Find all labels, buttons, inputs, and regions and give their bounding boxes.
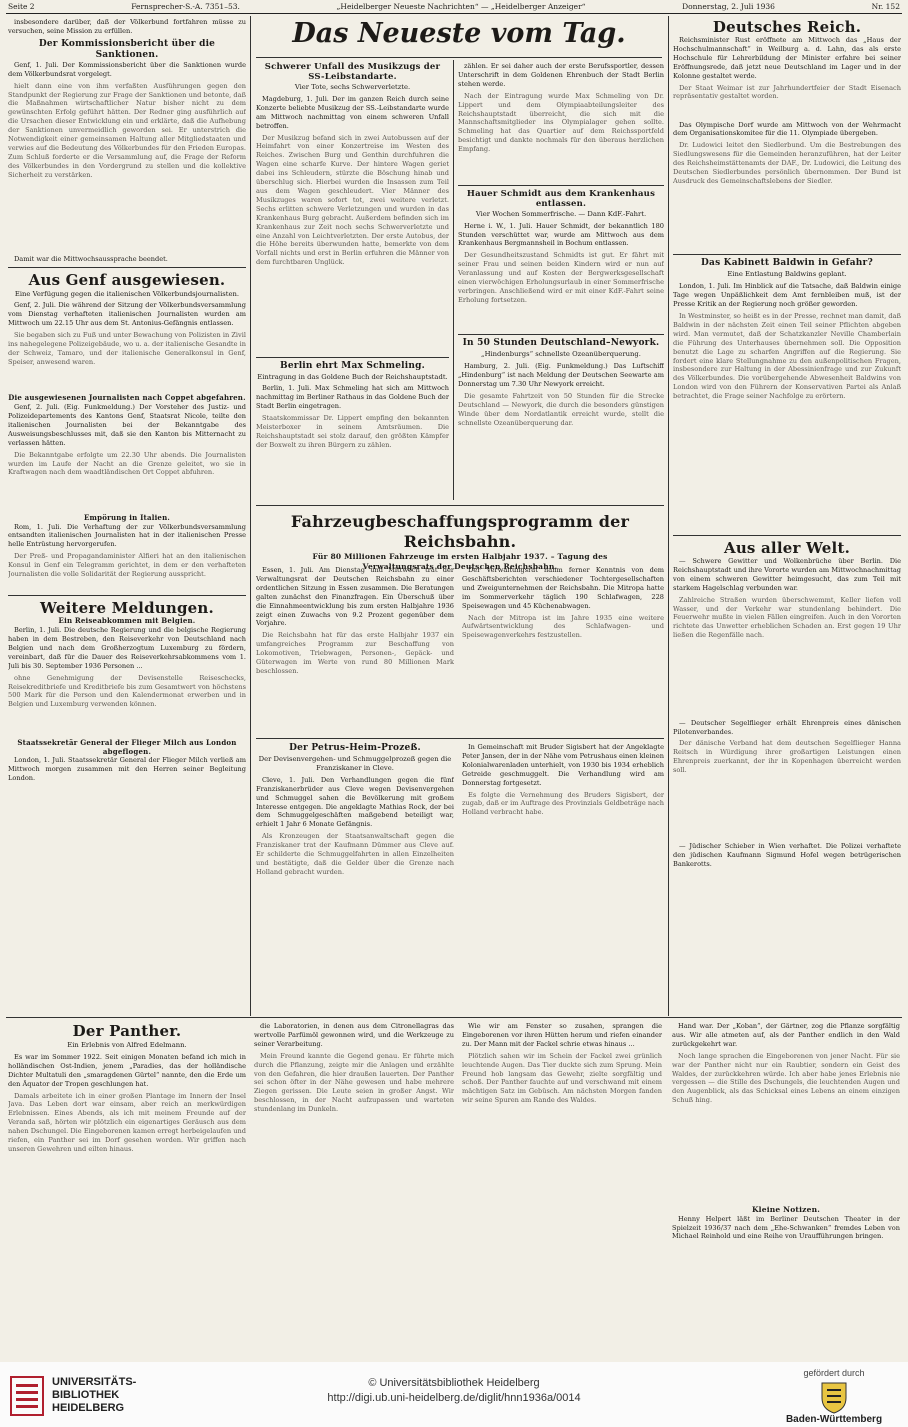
page-number: Seite 2 [8, 2, 35, 11]
belgien-text: Berlin, 1. Juli. Die deutsche Regierung und die belgische Regierung haben in dem Bestreben, den Reiseverkehr von Deutschland nach Belgien und nach dem Großherzogtum Luxemburg zu fördern, vereinbart, daß für die Dauer des Reiseverkehrsabkommens vom 1. Juli bis 30. September 1936 Personen ... [8, 626, 246, 670]
university-logo-icon [10, 1376, 44, 1416]
reichsbahn-text-a: Essen, 1. Juli. Am Dienstag und Mittwoch trat der Verwaltungsrat der Deutschen Reichsbahn zu einer ordentlichen Sitzung in Essen zusammen. Die Beratungen galten zunächst den Finanzfragen. Ein Überschuß über die Einnahmeentwicklung bis zum ersten Halbjahre 1936 zeigt einen Zuwachs von 9.2 Prozent gegenüber dem Vorjahre. [256, 566, 454, 628]
column-rule [668, 16, 669, 1016]
newyork-text: Hamburg, 2. Juli. (Eig. Funkmeldung.) Das Luftschiff „Hindenburg“ ist nach Meldung der Deutschen Seewarte am Donnerstag um 7.30 Uhr Newyork erreicht. [458, 362, 664, 389]
funded-by-text: gefördert durch [803, 1368, 865, 1378]
center-left-column: Schwerer Unfall des Musikzugs der SS-Leibstandarte. Vier Tote, sechs Schwerverletzte. Magdeburg, 1. Juli. Der im ganzen Reich durch seine Konzerte beliebte Musikzug der SS.-Leibstandarte wurde am Mittwoch nachmittag von einem schweren Unfall betroffen. Der Musikzug befand sich in zwei Autobussen auf der Heimfahrt von einer Konzertreise im Westen des Reiches. Zwischen Burg und Genthin durchfuhren die Wagen eine scharfe Kurve. Der hintere Wagen geriet dabei ins Schleudern, stürzte die Böschung hinab und überschlug sich. Hierbei wurden die Insassen zum Teil aus dem Wagen geschleudert. Vier Männer des Musikzuges waren sofort tot, zwei weitere verletzt. Sechs erlitten schwere Verletzungen und wurden in das Krankenhaus Burg gebracht. Außerdem befinden sich im Krankenhaus zur Zeit noch sechs Schwerverletzte und eine Anzahl von Leichtverletzten. Der erste Autobus, der die Höhe bereits überwunden hatte, bemerkte von dem Vorfall nichts und erst in Berlin erfuhren die Männer von dem furchtbaren Unglück. Berlin ehrt Max Schmeling. Eintragung in das Goldene Buch der Reichshauptstadt. Berlin, 1. Juli. Max Schmeling hat sich am Mittwoch nachmittag im Berliner Rathaus in das Goldene Buch der Stadt Berlin eingetragen. Staatskommissar Dr. Lippert empfing den bekannten Meisterboxer in seinem Amtsräumen. Die Reichshauptstadt sei stolz darauf, den größten Kämpfer der Boxwelt zu ihren Bürgern zu zählen. [256, 62, 449, 449]
headline-italien: Empörung in Italien. [83, 512, 171, 522]
headline-commission: Der Kommissionsbericht über die Sanktionen. [38, 38, 216, 60]
headline-reich: Deutsches Reich. [712, 18, 862, 36]
headline-notizen: Kleine Notizen. [751, 1204, 821, 1214]
commission-continuation: hielt dann eine von ihm verfaßten Ausführungen gegen den Standpunkt der Regierung zur Frage der Sanktionen und betonte, daß die Maßnahmen wirtschaftlicher Natur bisher nicht zu dem gewünschten Erfolg geführt hätten. Der Redner ging ausführlich auf die Ursachen dieser Entwicklung ein und erklärte, daß die Aufhebung der Sanktionen unvermeidlich geworden sei. Er unterstrich die Notwendigkeit einer gemeinsamen Haltung aller Mitgliedstaaten und verwies auf die Bedeutung des Völkerbundes für den Frieden Europas. Zum Schluß forderte er die Versammlung auf, die Frage der Reform des Völkerbundes in den Vordergrund zu stellen und die kollektive Sicherheit zu verstärken. [8, 81, 246, 179]
petrus-article: Der Petrus-Heim-Prozeß. Der Devisenvergehen- und Schmuggelprozeß gegen die Franziskaner in Cleve. Cleve, 1. Juli. Den Verhandlungen gegen die fünf Franziskanerbrüder aus Cleve wegen Devisenvergehen und Schmuggel sahen die Bevölkerung mit großem Interesse entgegen. Die angeklagte Mathias Rock, der bei dem Schmuggelgeschäften maßgebend beteiligt war, erhielt 1 Jahr 6 Monate Gefängnis. Als Kronzeugen der Staatsanwaltschaft gegen die Franziskaner trat der Kaufmann Dümmer aus Cleve auf. Er schilderte die Schmuggelfahrten in allen Einzelheiten und bestätigte, daß die Gelder über die Grenze nach Holland gebracht wurden. In Gemeinschaft mit Bruder Sigisbert hat der Angeklagte Peter Jansen, der in der Nähe vom Petrushaus einen kleinen Kolonialwarenladen unterhielt, von 1930 bis 1934 erheblich Getreide geschmuggelt. Die Verhandlung wird am Donnerstag fortgesetzt. Es folgte die Vernehmung des Bruders Sigisbert, der zugab, daß er im Auftrage des Provinzials Geldbeträge nach Holland verbracht habe. [256, 738, 664, 1014]
subheadline-schmeling: Eintragung in das Goldene Buch der Reichshauptstadt. [257, 372, 448, 381]
genf-text: Genf, 2. Juli. Die während der Sitzung der Völkerbundsversammlung vom Dienstag verhafteten italienischen Journalisten wurden am Mittwoch um 22.15 Uhr aus dem St. Antonius-Gefängnis entlassen. [8, 301, 246, 328]
phone-number: Fernsprecher-S.-A. 7351–53. [131, 2, 240, 11]
left-column: insbesondere darüber, daß der Völkerbund fortfahren müsse zu versuchen, seine Mission zu erfüllen. Der Kommissionsbericht über die Sanktionen. Genf, 1. Juli. Der Kommissionsbericht über die Sanktionen wurde dem Völkerbundsrat vorgelegt. hielt dann eine von ihm verfaßten Ausführungen gegen den Standpunkt der Regierung zur Frage der Sanktionen und betonte, daß die Maßnahmen wirtschaftlicher Natur bisher nicht zu dem gewünschten Erfolg geführt hätten. Der Redner ging ausführlich auf die Ursachen dieser Entwicklung ein und erklärte, daß die Aufhebung der Sanktionen unvermeidlich geworden sei. Er unterstrich die Notwendigkeit einer gemeinsamen Haltung aller Mitgliedstaaten und verwies auf die Bedeutung des Völkerbundes für den Frieden Europas. Zum Schluß forderte er die Versammlung auf, die Frage der Reform des Völkerbundes in den Vordergrund zu stellen und die kollektive Sicherheit zu verstärken. Damit war die Mittwochsaussprache beendet. Aus Genf ausgewiesen. Eine Verfügung gegen die italienischen Völkerbundsjournalisten. Genf, 2. Juli. Die während der Sitzung der Völkerbundsversammlung vom Dienstag verhafteten italienischen Journalisten wurden am Mittwoch um 22.15 Uhr aus dem St. Antonius-Gefängnis entlassen. Sie begaben sich zu Fuß und unter Bewachung von Polizisten in Zivil ins nahegelegene Polizeigebäude, wo u. a. der italienische Gesandte in der Schweiz, Tamaro, und der italienische Generalkonsul in Genf, Speiser, anwesend waren. Die ausgewiesenen Journalisten nach Coppet abgefahren. Genf, 2. Juli. (Eig. Funkmeldung.) Der Vorsteher des Justiz- und Polizeidepartements des Kantons Genf, Staatsrat Nicole, teilte den italienischen Journalisten bei der Bekanntgabe des Ausweisungsbeschlusses mit, daß sie den Kanton bis Mitternacht zu verlassen hätten. Die Bekanntgabe erfolgte um 22.30 Uhr abends. Die Journalisten wurden im Laufe der Nacht an die Grenze geleitet, wo sie in Kraftwagen nach dem waadtländischen Ort Coppet abfuhren. Empörung in Italien. Rom, 1. Juli. Die Verhaftung der zur Völkerbundsversammlung entsandten italienischen Journalisten hat in der italienischen Presse helle Entrüstung hervorgerufen. Der Preß- und Propagandaminister Alfieri hat an den italienischen Konsul in Genf ein Telegramm gerichtet, in dem er den verhafteten Journalisten die volle Solidarität der Regierung ausspricht. Weitere Meldungen. Ein Reiseabkommen mit Belgien. Berlin, 1. Juli. Die deutsche Regierung und die belgische Regierung haben in dem Bestreben, den Reiseverkehr von Deutschland nach Belgien und nach dem Großherzogtum Luxemburg zu fördern, vereinbart, daß für die Dauer des Reiseverkehrsabkommens vom 1. Juli bis 30. September 1936 Personen ... ohne Genehmigung der Devisenstelle Reiseschecks, Reisekreditbriefe und Kreditbriefe bis zum Gesamtwert von höchstens 500 Mark für die Person und den Kalendermonat erwerben und in Belgien und Luxemburg verwenden können. Staatssekretär General der Flieger Milch aus London abgeflogen. London, 1. Juli. Staatssekretär General der Flieger Milch verließ am Mittwoch morgen zusammen mit den Herren seiner Begleitung London. [8, 18, 246, 783]
subheadline-genf: Eine Verfügung gegen die italienischen Völkerbundsjournalisten. [14, 289, 240, 298]
headline-petrus: Der Petrus-Heim-Prozeß. [289, 743, 421, 753]
headline-genf: Aus Genf ausgewiesen. [28, 270, 226, 289]
headline-panther: Der Panther. [72, 1022, 182, 1040]
milch-text: London, 1. Juli. Staatssekretär General der Flieger Milch verließ am Mittwoch morgen zusammen mit den Herren seiner Begleitung London. [8, 756, 246, 783]
unfall-text: Magdeburg, 1. Juli. Der im ganzen Reich durch seine Konzerte beliebte Musikzug der SS.-Leibstandarte wurde am Mittwoch nachmittag von einem schweren Unfall betroffen. [256, 94, 449, 130]
olymp-text: Das Olympische Dorf wurde am Mittwoch von der Wehrmacht dem Organisationskomitee für die 11. Olympiade übergeben. [673, 120, 901, 138]
intro-paragraph: insbesondere darüber, daß der Völkerbund fortfahren müsse zu versuchen, seine Mission zu erfüllen. [8, 18, 246, 35]
headline-coppet: Die ausgewiesenen Journalisten nach Coppet abgefahren. [8, 393, 246, 403]
panther-article: Der Panther. Ein Erlebnis von Alfred Edelmann. Es war im Sommer 1922. Seit einigen Monaten befand ich mich in holländischen Ost-Indien, jenem „Paradies, das der holländische Dichter Multatuli den „smaragdenen Gürtel“ nannte, den die Erde um den Äquator der Tropen geschlungen hat. Damals arbeitete ich in einer großen Plantage im Innern der Insel Java. Das Leben dort war einsam, aber reich an merkwürdigen Erlebnissen. Eines Abends, als ich mit meinem Freunde auf der Veranda saß, hörten wir plötzlich ein eigenartiges Geräusch aus dem nahen Dschungel. Die Eingeborenen kamen erregt herbeigelaufen und riefen, ein Panther sei im Dorf gesehen worden. Wir griffen nach unseren Gewehren und eilten hinaus. die Laboratorien, in denen aus dem Citronellagras das wertvolle Parfümöl gewonnen wird, und die Werkzeuge zu seiner Verarbeitung. Mein Freund kannte die Gegend genau. Er führte mich durch die Pflanzung, zeigte mir die Anlagen und erzählte von den Gefahren, die hier draußen lauerten. Der Panther sei schon öfter in der Nähe gewesen und habe mehrere Ziegen gerissen. Die Leute seien in großer Angst. Wir beschlossen, in der Nacht aufzupassen und warteten stundenlang im Dunkeln. Wie wir am Fenster so zusahen, sprangen die Eingeborenen vor ihren Hütten herum und riefen einander zu. Der Mann mit der Fackel schrie etwas hinaus ... Plötzlich sahen wir im Schein der Fackel zwei grünlich leuchtende Augen. Das Tier duckte sich zum Sprung. Mein Freund hob langsam das Gewehr, zielte sorgfältig und schoß. Der Panther fauchte auf und verschwand mit einem mächtigen Satz im Gebüsch. Am nächsten Morgen fanden wir seine Spuren am Rande des Waldes. Hand war. Der „Koban“, der Gärtner, zog die Pflanze sorgfältig aus. Wir alle atmeten auf, als der Panther endlich in den Wald zurückgekehrt war. Noch lange sprachen die Eingeborenen von jener Nacht. Für sie war der Panther nicht nur ein Raubtier, sondern ein Geist des Waldes, der zurückkehren würde. Ich aber habe jenes Erlebnis nie vergessen — die Stille des Dschungels, die leuchtenden Augen und den Augenblick, als das Schicksal eines Lebens an einem einzigen Schuß hing. Kleine Notizen. Henny Helpert läßt im Berliner Deutschen Theater in der Spielzeit 1936/37 nach dem „Ehe-Schwanken“ fremdes Leben von Michael Reinhold und eine Reihe von Uraufführungen bringen. [8, 1022, 900, 1241]
library-name: UNIVERSITÄTS- BIBLIOTHEK HEIDELBERG [52, 1376, 137, 1414]
zeppelin-text: — Deutscher Segelflieger erhält Ehrenpreis eines dänischen Pilotenverbandes. [673, 718, 901, 736]
column-rule [250, 16, 251, 1016]
panther-text-c: Wie wir am Fenster so zusahen, sprangen die Eingeborenen vor ihren Hütten herum und riefen einander zu. Der Mann mit der Fackel schrie etwas hinaus ... [462, 1022, 662, 1048]
reichsbahn-text-b: Der Verwaltungsrat nahm ferner Kenntnis von dem Geschäftsberichten verschiedener Tochtergesellschaften und Zweigunternehmen der Reichsbahn. Die Mitropa hatte im Sommerverkehr täglich 190 Schlafwagen, 228 Speisewagen und 45 Küchenabwagen. [462, 566, 664, 610]
subheadline-panther: Ein Erlebnis von Alfred Edelmann. [67, 1041, 187, 1049]
issue-number: Nr. 152 [871, 2, 900, 11]
banner-title: Das Neueste vom Tag. [292, 18, 626, 49]
headline-milch: Staatssekretär General der Flieger Milch aus London abgeflogen. [17, 737, 237, 756]
headline-unfall: Schwerer Unfall des Musikzugs der SS-Leibstandarte. [264, 62, 441, 82]
state-name: Baden-Württemberg [785, 1414, 883, 1425]
center-right-column: zählen. Er sei daher auch der erste Berufssportler, dessen Unterschrift in dem Goldenen Ehrenbuch der Stadt Berlin stehen werde. Nach der Eintragung wurde Max Schmeling von Dr. Lippert und dem Olympiaabteilungsleiter des Reichshauptstadt überreicht, die sich mit die Mannschaftsmitglieder ins Olympialager gehen sollte. Schmeling hat das Quartier auf dem Reichssportfeld besichtigt und dankte nochmals für den überaus herzlichen Empfang. Hauer Schmidt aus dem Krankenhaus entlassen. Vier Wochen Sommerfrische. — Dann KdF.-Fahrt. Herne i. W., 1. Juli. Hauer Schmidt, der bekanntlich 180 Stunden verschüttet war, wurde am Mittwoch aus dem Krankenhaus Bergmannsheil in Bochum entlassen. Der Gesundheitszustand Schmidts ist gut. Er fährt mit seiner Frau und seinen beiden Kindern wird er nun auf Veranlassung und auf Kosten der Bergwerksgesellschaft einen vierwöchigen Erholungsurlaub in einer Sommerfrische verbringen. Anschließend wird er mit einer KdF.-Fahrt seine Erholung fortsetzen. In 50 Stunden Deutschland–Newyork. „Hindenburgs“ schnellste Ozeanüberquerung. Hamburg, 2. Juli. (Eig. Funkmeldung.) Das Luftschiff „Hindenburg“ ist nach Meldung der Deutschen Seewarte am Donnerstag um 7.30 Uhr Newyork erreicht. Die gesamte Fahrtzeit von 50 Stunden für die Strecke Deutschland — Newyork, die durch die besonders günstigen Winde über dem Nordatlantik erreicht wurde, stellt die schnellste Ozeanüberquerung dar. [458, 62, 664, 427]
column-rule [453, 60, 454, 500]
schmidt-text: Herne i. W., 1. Juli. Hauer Schmidt, der bekanntlich 180 Stunden verschüttet war, wurde am Mittwoch aus dem Krankenhaus Bergmannsheil in Bochum entlassen. [458, 221, 664, 248]
state-crest-icon [819, 1380, 849, 1414]
citation [300, 1376, 608, 1406]
panther-text-a: Es war im Sommer 1922. Seit einigen Monaten befand ich mich in holländischen Ost-Indien, jenem „Paradies, das der holländische Dichter Multatuli den „smaragdenen Gürtel“ nannte, den die Erde um den Äquator der Tropen geschlungen hat. [8, 1052, 246, 1088]
headline-newyork: In 50 Stunden Deutschland–Newyork. [462, 338, 660, 349]
issue-date: Donnerstag, 2. Juli 1936 [682, 2, 775, 11]
page-header [6, 2, 902, 14]
subheadline-unfall: Vier Tote, sechs Schwerverletzte. [294, 83, 411, 91]
panther-text-d: Hand war. Der „Koban“, der Gärtner, zog die Pflanze sorgfältig aus. Wir alle atmeten auf, als der Panther endlich in den Wald zurückgekehrt war. [672, 1022, 900, 1048]
panther-text-b: die Laboratorien, in denen aus dem Citronellagras das wertvolle Parfümöl gewonnen wird, und die Werkzeuge zu seiner Verarbeitung. [254, 1022, 454, 1048]
banner [256, 18, 662, 58]
headline-schmeling: Berlin ehrt Max Schmeling. [280, 360, 425, 371]
copyright-text: © Universitätsbibliothek Heidelberg [368, 1377, 540, 1389]
right-column: Deutsches Reich. Reichsminister Rust eröffnete am Mittwoch das „Haus der Hochschulmannschaft“ in Weilburg a. d. Lahn, das als erste Hochschule für Lehrerbildung der Minister erfahre bei seiner Eröffnungsrede, daß jetzt neue Deutschland im Lager und in der Kolonne gestaltet werde. Der Staat Weimar ist zur Jahrhundertfeier der Stadt Eisenach repräsentativ gestaltet worden. Das Olympische Dorf wurde am Mittwoch von der Wehrmacht dem Organisationskomitee für die 11. Olympiade übergeben. Dr. Ludowici leitet den Siedlerbund. Um die Bestrebungen des Siedlungswesens für die Gemeinden heranzuführen, hat der Leiter des Reichsheimstättenamts der DAF., Dr. Ludowici, die Leitung des Deutschen Siedlerbundes persönlich übernommen. Der Bund ist Ausdruck des Gemeinschaftslebens der Siedler. Das Kabinett Baldwin in Gefahr? Eine Entlastung Baldwins geplant. London, 1. Juli. Im Hinblick auf die Tatsache, daß Baldwin einige Tage wegen Unpäßlichkeit dem Amt fernbleiben muß, ist der Presse Kritik an der Regierung noch größer geworden. In Westminster, so heißt es in der Presse, rechnet man damit, daß Baldwin in der nächsten Zeit einen Teil seiner Pflichten abgeben wird. Man vermutet, daß der Schatzkanzler Neville Chamberlain die Führung des Unterhauses übernehmen soll. Die Opposition benutzt die Lage zu scharfen Angriffen auf die Regierung. Sie fordert eine klare Stellungnahme zu den außenpolitischen Fragen, insbesondere zur Haltung in der Abessinienfrage und zur Zukunft des Völkerbundes. Die vorübergehende Abwesenheit Baldwins von London wird von den Führern der Konservativen Partei als Anlaß betrachtet, die Frage seiner Nachfolge zu erörtern. Aus aller Welt. — Schwere Gewitter und Wolkenbrüche über Berlin. Die Reichshauptstadt und ihre Vororte wurden am Mittwochnachmittag von einem schweren Gewitter heimgesucht, das zum Teil mit starkem Hagelschlag verbunden war. Zahlreiche Straßen wurden überschwemmt, Keller liefen voll Wasser, und der Verkehr war stundenlang behindert. Die Feuerwehr mußte in vielen Fällen eingreifen. Auch in den Vororten richtete das Unwetter erheblichen Schaden an. Erst gegen 19 Uhr ließen die Regenfälle nach. — Deutscher Segelflieger erhält Ehrenpreis eines dänischen Pilotenverbandes. Der dänische Verband hat dem deutschen Segelflieger Hanna Reitsch in Würdigung ihrer großartigen Leistungen einen Ehrenpreis zuerkannt, der ihr in Kopenhagen überreicht werden soll. — Jüdischer Schieber in Wien verhaftet. Die Polizei verhaftete den jüdischen Kaufmann Sigmund Hofel wegen betrügerischen Bankerotts. [673, 18, 901, 869]
headline-belgien: Ein Reiseabkommen mit Belgien. [58, 616, 196, 626]
permalink[interactable]: http://digi.ub.uni-heidelberg.de/diglit/hnn1936a/0014 [327, 1392, 581, 1404]
reichsbahn-article: Fahrzeugbeschaffungsprogramm der Reichsbahn. Für 80 Millionen Fahrzeuge im ersten Halbjahr 1937. – Tagung des Verwaltungsrats der Deutschen Reichsbahn. Essen, 1. Juli. Am Dienstag und Mittwoch trat der Verwaltungsrat der Deutschen Reichsbahn zu einer ordentlichen Sitzung in Essen zusammen. Die Beratungen galten zunächst den Finanzfragen. Ein Überschuß über die Einnahmeentwicklung bis zum ersten Halbjahre 1936 zeigt einen Zuwachs von 9.2 Prozent gegenüber dem Vorjahre. Die Reichsbahn hat für das erste Halbjahr 1937 ein umfangreiches Programm zur Beschaffung von Lokomotiven, Triebwagen, Personen-, Gepäck- und Güterwagen im Werte von rund 80 Millionen Mark beschlossen. Der Verwaltungsrat nahm ferner Kenntnis von dem Geschäftsberichten verschiedener Tochtergesellschaften und Zweigunternehmen der Reichsbahn. Die Mitropa hatte im Sommerverkehr täglich 190 Schlafwagen, 228 Speisewagen und 45 Küchenabwagen. Nach der Mitropa ist im Jahre 1935 eine weitere Aufwärtsentwicklung des Schlafwagen- und Speisewagenverkehrs festzustellen. [256, 505, 664, 733]
subheadline-baldwin: Eine Entlastung Baldwins geplant. [727, 270, 847, 279]
section-rule [6, 1017, 902, 1018]
headline-baldwin: Das Kabinett Baldwin in Gefahr? [701, 258, 873, 269]
subheadline-reichsbahn: Für 80 Millionen Fahrzeuge im ersten Halbjahr 1937. – Tagung des Verwaltungsrats der Deutschen Reichsbahn. [312, 552, 608, 571]
petrus-text-b: In Gemeinschaft mit Bruder Sigisbert hat der Angeklagte Peter Jansen, der in der Nähe vom Petrushaus einen kleinen Kolonialwarenladen unterhielt, von 1930 bis 1934 erheblich Getreide geschmuggelt. Die Verhandlung wird am Donnerstag fortgesetzt. [462, 743, 664, 787]
reich-text: Reichsminister Rust eröffnete am Mittwoch das „Haus der Hochschulmannschaft“ in Weilburg a. d. Lahn, das als erste Hochschule für Lehrerbildung der Minister erfahre bei seiner Eröffnungsrede, daß jetzt neue Deutschland im Lager und in der Kolonne gestaltet werde. [673, 36, 901, 80]
schmeling-text: Berlin, 1. Juli. Max Schmeling hat sich am Mittwoch nachmittag im Berliner Rathaus in das Goldene Buch der Stadt Berlin eingetragen. [256, 384, 449, 411]
end-of-debate: Damit war die Mittwochsaussprache beendet. [14, 254, 168, 263]
headline-schmidt: Hauer Schmidt aus dem Krankenhaus entlassen. [466, 188, 656, 209]
footer-bar [0, 1362, 908, 1427]
headline-weitere: Weitere Meldungen. [40, 599, 214, 618]
subheadline-schmidt: Vier Wochen Sommerfrische. — Dann KdF.-Fahrt. [475, 209, 647, 218]
headline-welt: Aus aller Welt. [723, 538, 850, 557]
coppet-text: Genf, 2. Juli. (Eig. Funkmeldung.) Der Vorsteher des Justiz- und Polizeidepartements des Kantons Genf, Staatsrat Nicole, teilte den italienischen Journalisten bei der Bekanntgabe des Ausweisungsbeschlusses mit, daß sie den Kanton bis Mitternacht zu verlassen hätten. [8, 403, 246, 447]
commission-text: Genf, 1. Juli. Der Kommissionsbericht über die Sanktionen wurde dem Völkerbundsrat vorgelegt. [8, 60, 246, 78]
funding [774, 1368, 894, 1425]
gewitter-text: — Schwere Gewitter und Wolkenbrüche über Berlin. Die Reichshauptstadt und ihre Vororte wurden am Mittwochnachmittag von einem schweren Gewitter heimgesucht, das zum Teil mit starkem Hagelschlag verbunden war. [673, 556, 901, 592]
subheadline-petrus: Der Devisenvergehen- und Schmuggelprozeß gegen die Franziskaner in Cleve. [258, 755, 452, 772]
subheadline-newyork: „Hindenburgs“ schnellste Ozeanüberquerung. [481, 350, 641, 359]
notizen-text: Henny Helpert läßt im Berliner Deutschen Theater in der Spielzeit 1936/37 nach dem „Ehe-Schwanken“ fremdes Leben von Michael Reinhold und eine Reihe von Uraufführungen bringen. [672, 1214, 900, 1241]
baldwin-text: London, 1. Juli. Im Hinblick auf die Tatsache, daß Baldwin einige Tage wegen Unpäßlichkeit dem Amt fernbleiben muß, ist der Presse Kritik an der Regierung noch größer geworden. [673, 282, 901, 309]
headline-reichsbahn: Fahrzeugbeschaffungsprogramm der Reichsbahn. [290, 512, 630, 551]
italien-text: Rom, 1. Juli. Die Verhaftung der zur Völkerbundsversammlung entsandten italienischen Journalisten hat in der italienischen Presse helle Entrüstung hervorgerufen. [8, 522, 246, 549]
schmeling-continued: zählen. Er sei daher auch der erste Berufssportler, dessen Unterschrift in dem Goldenen Ehrenbuch der Stadt Berlin stehen werde. [458, 62, 664, 88]
petrus-text-a: Cleve, 1. Juli. Den Verhandlungen gegen die fünf Franziskanerbrüder aus Cleve wegen Devisenvergehen und Schmuggel sahen die Bevölkerung mit großem Interesse entgegen. Die angeklagte Mathias Rock, der bei dem Schmuggelgeschäften maßgebend beteiligt war, erhielt 1 Jahr 6 Monate Gefängnis. [256, 775, 454, 829]
masthead: „Heidelberger Neueste Nachrichten“ — „Heidelberger Anzeiger“ [336, 2, 586, 11]
schieber-text: — Jüdischer Schieber in Wien verhaftet. Die Polizei verhaftete den jüdischen Kaufmann Sigmund Hofel wegen betrügerischen Bankerotts. [673, 842, 901, 869]
